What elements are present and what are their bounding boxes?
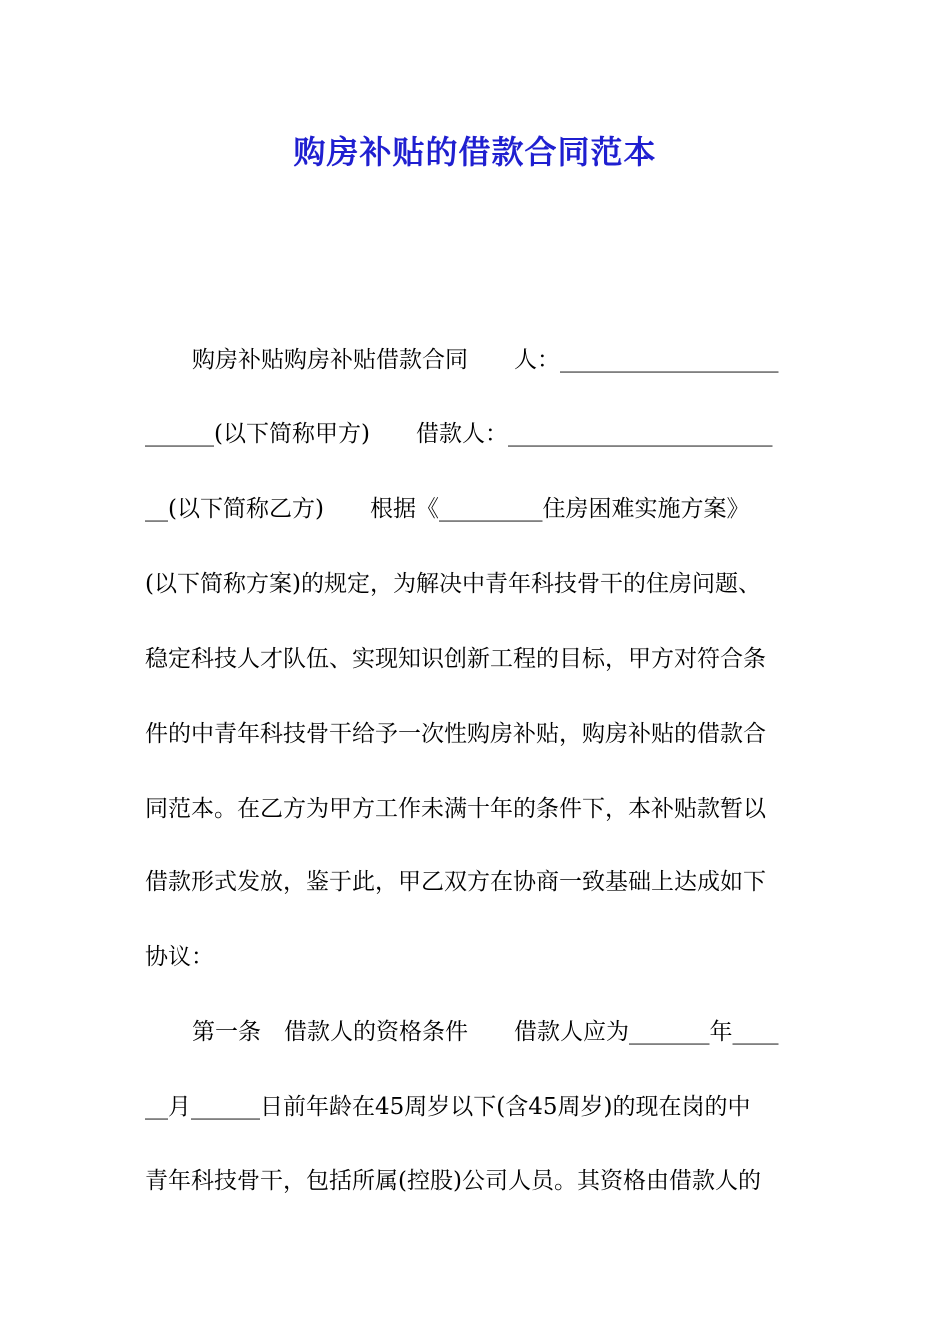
body-line-12: 青年科技骨干，包括所属(控股)公司人员。其资格由借款人的 [145,1168,761,1194]
body-line-3: __(以下简称乙方) 根据《_________住房困难实施方案》 [145,496,750,522]
body-line-5: 稳定科技人才队伍、实现知识创新工程的目标，甲方对符合条 [145,646,766,672]
body-line-6: 件的中青年科技骨干给予一次性购房补贴，购房补贴的借款合 [145,721,766,747]
body-line-9: 协议： [145,944,214,970]
body-line-8: 借款形式发放，鉴于此，甲乙双方在协商一致基础上达成如下 [145,869,766,895]
body-line-10: 第一条 借款人的资格条件 借款人应为_______年____ [192,1019,779,1045]
document-title: 购房补贴的借款合同范本 [293,133,657,171]
body-line-7: 同范本。在乙方为甲方工作未满十年的条件下，本补贴款暂以 [145,796,766,822]
body-line-11: __月______日前年龄在45周岁以下(含45周岁)的现在岗的中 [145,1094,751,1120]
body-line-4: (以下简称方案)的规定，为解决中青年科技骨干的住房问题、 [145,571,761,597]
body-line-1: 购房补贴购房补贴借款合同 人：___________________ [192,347,779,373]
body-line-2: ______(以下简称甲方) 借款人：_______________________ [145,421,773,447]
